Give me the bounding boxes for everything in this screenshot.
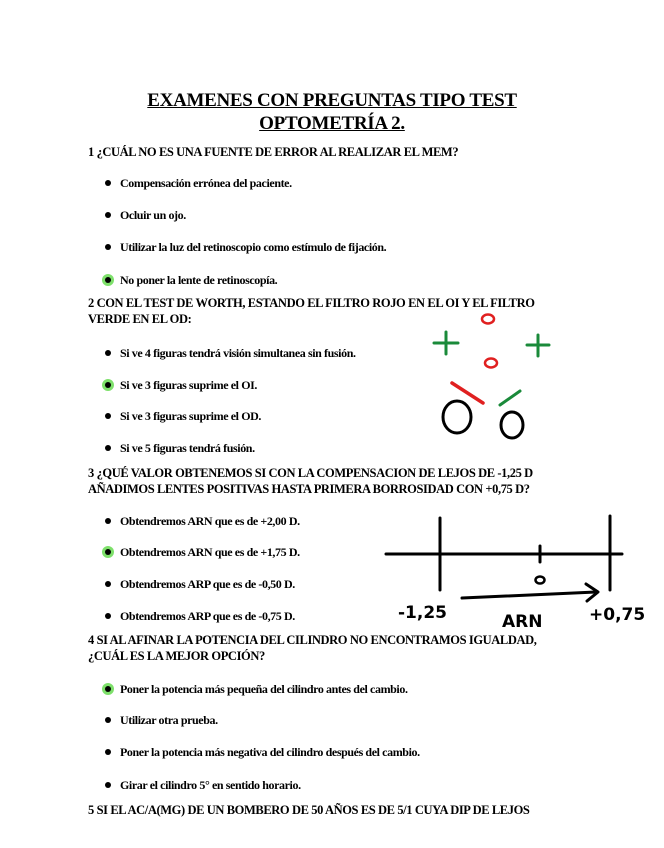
black-circle-left bbox=[443, 401, 471, 433]
question-3-option-b: Obtendremos ARN que es de +1,75 D. bbox=[120, 545, 300, 559]
question-1-option-c: Utilizar la luz del retinoscopio como estímulo de fijación. bbox=[120, 240, 387, 254]
correct-answer-marker bbox=[105, 549, 111, 555]
bullet bbox=[105, 518, 111, 524]
zero-mark bbox=[536, 577, 545, 584]
question-4-text: 4 SI AL AFINAR LA POTENCIA DEL CILINDRO NO ENCONTRAMOS IGUALDAD, ¿CUÁL ES LA MEJOR OPCIÓN? bbox=[88, 633, 537, 663]
question-4-option-d: Girar el cilindro 5° en sentido horario. bbox=[120, 778, 301, 792]
question-2-option-a: Si ve 4 figuras tendrá visión simultanea sin fusión. bbox=[120, 346, 356, 360]
question-2-option-c: Si ve 3 figuras suprime el OD. bbox=[120, 409, 261, 423]
bullet bbox=[105, 180, 111, 186]
arn-number-line-sketch bbox=[384, 510, 659, 635]
bullet bbox=[105, 782, 111, 788]
question-2-text: 2 CON EL TEST DE WORTH, ESTANDO EL FILTRO ROJO EN EL OI Y EL FILTRO VERDE EN EL OD: bbox=[88, 296, 535, 326]
question-5-text: 5 SI EL AC/A(MG) DE UN BOMBERO DE 50 AÑOS ES DE 5/1 CUYA DIP DE LEJOS bbox=[88, 803, 530, 817]
correct-answer-marker bbox=[105, 382, 111, 388]
bullet bbox=[105, 445, 111, 451]
bullet bbox=[105, 350, 111, 356]
red-circle-middle bbox=[485, 359, 497, 368]
question-3-option-a: Obtendremos ARN que es de +2,00 D. bbox=[120, 514, 300, 528]
arrow-line bbox=[462, 592, 596, 598]
left-label: -1,25 bbox=[398, 603, 447, 623]
bullet bbox=[105, 581, 111, 587]
question-3-option-d: Obtendremos ARP que es de -0,75 D. bbox=[120, 609, 295, 623]
bullet bbox=[105, 212, 111, 218]
document-title-line-1: EXAMENES CON PREGUNTAS TIPO TEST bbox=[147, 90, 517, 111]
correct-answer-marker bbox=[105, 686, 111, 692]
bullet bbox=[105, 717, 111, 723]
bullet bbox=[105, 413, 111, 419]
bullet bbox=[105, 749, 111, 755]
question-3-text: 3 ¿QUÉ VALOR OBTENEMOS SI CON LA COMPENSACION DE LEJOS DE -1,25 D AÑADIMOS LENTES POSITIVAS HASTA PRIMERA BORROSIDAD CON +0,75 D? bbox=[88, 466, 533, 496]
green-line bbox=[500, 391, 520, 405]
question-1-option-d: No poner la lente de retinoscopía. bbox=[120, 273, 278, 287]
red-circle-top bbox=[482, 315, 494, 324]
question-1-text: 1 ¿CUÁL NO ES UNA FUENTE DE ERROR AL REALIZAR EL MEM? bbox=[88, 145, 459, 159]
arn-label: ARN bbox=[502, 612, 543, 632]
right-label: +0,75 bbox=[589, 605, 646, 625]
question-1-option-b: Ocluir un ojo. bbox=[120, 208, 186, 222]
document-title-line-2: OPTOMETRÍA 2. bbox=[259, 113, 405, 134]
bullet bbox=[105, 244, 111, 250]
question-4-option-a: Poner la potencia más pequeña del cilindro antes del cambio. bbox=[120, 682, 408, 696]
black-circle-right bbox=[501, 412, 523, 438]
question-1-option-a: Compensación errónea del paciente. bbox=[120, 176, 292, 190]
worth-test-sketch bbox=[430, 305, 560, 445]
bullet bbox=[105, 613, 111, 619]
question-4-option-b: Utilizar otra prueba. bbox=[120, 713, 218, 727]
question-2-option-b: Si ve 3 figuras suprime el OI. bbox=[120, 378, 257, 392]
question-2-option-d: Si ve 5 figuras tendrá fusión. bbox=[120, 441, 255, 455]
question-4-option-c: Poner la potencia más negativa del cilindro después del cambio. bbox=[120, 745, 420, 759]
correct-answer-marker bbox=[105, 277, 111, 283]
question-3-option-c: Obtendremos ARP que es de -0,50 D. bbox=[120, 577, 295, 591]
